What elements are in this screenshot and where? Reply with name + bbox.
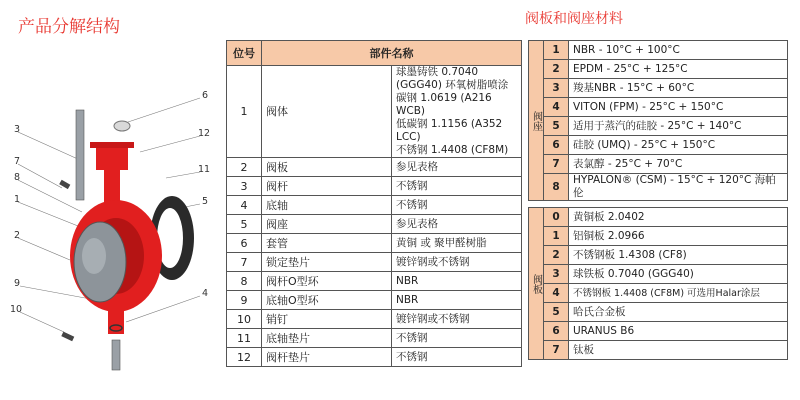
table-row: 6 URANUS B6 xyxy=(529,322,788,341)
col-no: 位号 xyxy=(227,41,262,66)
exploded-valve-diagram xyxy=(0,60,220,400)
table-row: 12 阀杆垫片 不锈钢 xyxy=(227,348,522,367)
callout-9: 9 xyxy=(14,278,21,289)
disc-group-label: 阀板 xyxy=(529,208,544,360)
table-row: 3 球铁板 0.7040 (GGG40) xyxy=(529,265,788,284)
table-row: 4 底轴 不锈钢 xyxy=(227,196,522,215)
table-row: 阀板 0 黄铜板 2.0402 xyxy=(529,208,788,227)
table-row: 8 HYPALON® (CSM) - 15°C + 120°C 海帕伦 xyxy=(529,174,788,201)
callout-8: 8 xyxy=(14,172,21,183)
callout-11: 11 xyxy=(198,164,211,175)
table-row: 5 阀座 参见表格 xyxy=(227,215,522,234)
callout-4: 4 xyxy=(202,288,209,299)
callout-1: 1 xyxy=(14,194,21,205)
table-row: 6 硅胶 (UMQ) - 25°C + 150°C xyxy=(529,136,788,155)
table-row: 6 套管 黄铜 或 聚甲醛树脂 xyxy=(227,234,522,253)
bushing-part xyxy=(114,121,130,131)
table-row: 7 钛板 xyxy=(529,341,788,360)
parts-table xyxy=(226,40,522,367)
table-row: 10 销钉 镀锌钢或不锈钢 xyxy=(227,310,522,329)
material-line: 球墨铸铁 0.7040 (GGG40) 环氧树脂喷涂 xyxy=(396,66,509,91)
stem-part xyxy=(76,110,84,200)
table-row: 8 阀杆O型环 NBR xyxy=(227,272,522,291)
table-row: 11 底轴垫片 不锈钢 xyxy=(227,329,522,348)
table-row: 4 不锈钢板 1.4408 (CF8M) 可选用Halar涂层 xyxy=(529,284,788,303)
bottom-shaft-part xyxy=(112,340,120,370)
material-line: 碳钢 1.0619 (A216 WCB) xyxy=(396,92,492,117)
seat-group-label: 阀座 xyxy=(529,41,544,201)
table-row: 阀座 1 NBR - 10°C + 100°C xyxy=(529,41,788,60)
callout-6: 6 xyxy=(202,90,209,101)
table-row: 5 哈氏合金板 xyxy=(529,303,788,322)
table-row: 2 不锈钢板 1.4308 (CF8) xyxy=(529,246,788,265)
table-row: 5 适用于蒸汽的硅胶 - 25°C + 140°C xyxy=(529,117,788,136)
callout-2: 2 xyxy=(14,230,21,241)
material-line: 低碳钢 1.1156 (A352 LCC) xyxy=(396,118,503,143)
table-row: 9 底轴O型环 NBR xyxy=(227,291,522,310)
table-row: 7 表氯醇 - 25°C + 70°C xyxy=(529,155,788,174)
table-row: 3 羧基NBR - 15°C + 60°C xyxy=(529,79,788,98)
callout-5: 5 xyxy=(202,196,209,207)
table-row: 2 阀板 参见表格 xyxy=(227,158,522,177)
pin-part-10 xyxy=(61,332,74,342)
table-row: 1 铝铜板 2.0966 xyxy=(529,227,788,246)
seat-disc-title: 阀板和阀座材料 xyxy=(525,11,623,27)
table-row: 1 阀体 球墨铸铁 0.7040 (GGG40) 环氧树脂喷涂 碳钢 1.0619 (A216 WCB) 低碳钢 1.1156 (A352 LCC) 不锈钢 1.4408 (CF8M) xyxy=(227,66,522,158)
table-row: 2 EPDM - 25°C + 125°C xyxy=(529,60,788,79)
material-line: 不锈钢 1.4408 (CF8M) xyxy=(396,144,509,156)
table-row: 3 阀杆 不锈钢 xyxy=(227,177,522,196)
table-row: 4 VITON (FPM) - 25°C + 150°C xyxy=(529,98,788,117)
callout-10: 10 xyxy=(10,304,23,315)
callout-12: 12 xyxy=(198,128,211,139)
col-name: 部件名称 xyxy=(262,41,522,66)
page-title: 产品分解结构 xyxy=(18,17,120,37)
seat-disc-table xyxy=(528,40,788,360)
callout-3: 3 xyxy=(14,124,21,135)
parts-header-row xyxy=(227,41,522,66)
callout-7: 7 xyxy=(14,156,21,167)
table-row: 7 锁定垫片 镀锌钢或不锈钢 xyxy=(227,253,522,272)
